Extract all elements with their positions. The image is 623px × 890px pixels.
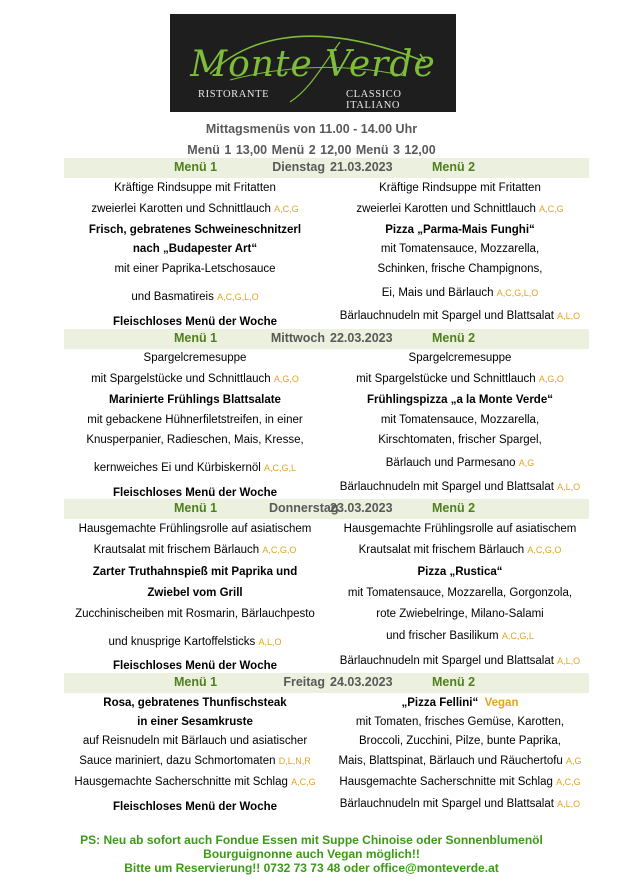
menu-line-text: Marinierte Frühlings Blattsalate xyxy=(109,394,281,406)
menu-line-text: in einer Sesamkruste xyxy=(137,716,253,728)
allergen-codes: A,L,O xyxy=(557,656,581,666)
menu-line xyxy=(329,310,591,322)
menu2-label: Menü 2 xyxy=(432,675,476,689)
day-date: 23.03.2023 xyxy=(330,501,393,515)
restaurant-logo xyxy=(170,14,456,112)
menu-line-text: mit gebackene Hühnerfiletstreifen, in einer xyxy=(87,414,303,426)
lunch-hours: Mittagsmenüs von 11.00 - 14.00 Uhr xyxy=(205,122,418,136)
menu-line xyxy=(64,544,326,556)
menu-line xyxy=(329,776,591,788)
menu-line-text: kernweiches Ei und Kürbiskernöl xyxy=(93,462,261,474)
menu-line xyxy=(329,587,591,599)
menu-line xyxy=(329,182,591,194)
menu-line-text: Kirschtomaten, frischer Spargel, xyxy=(378,434,542,446)
menu-line-text: Frühlingspizza „a la Monte Verde“ xyxy=(367,394,553,406)
day-header-bar xyxy=(64,329,589,349)
menu2-label: Menü 2 xyxy=(432,331,476,345)
menu-line-text: Bärlauchnudeln mit Spargel und Blattsalat xyxy=(339,798,554,810)
menu-line-text: Kräftige Rindsuppe mit Fritatten xyxy=(379,182,541,194)
menu2-label: Menü 2 xyxy=(432,160,476,174)
menu-line xyxy=(329,263,591,275)
allergen-codes: A,C,G,O xyxy=(262,545,297,555)
ps-line-1: PS: Neu ab sofort auch Fondue Essen mit Suppe Chinoise oder Sonnenblumenöl xyxy=(80,833,543,847)
menu-line-text: Rosa, gebratenes Thunfischsteak xyxy=(103,697,287,709)
menu-line-text: Knusperpanier, Radieschen, Mais, Kresse, xyxy=(86,434,304,446)
menu-line-text: nach „Budapester Art“ xyxy=(132,243,258,255)
menu-line-text: mit einer Paprika-Letschosauce xyxy=(114,263,276,275)
menu-line-text: „Pizza Fellini“ xyxy=(401,697,479,709)
menu-line xyxy=(329,394,591,406)
menu-line xyxy=(64,801,326,813)
menu-line xyxy=(64,776,326,788)
menu-line-text: Broccoli, Zucchini, Pilze, bunte Paprika, xyxy=(359,735,561,747)
menu-line-text: mit Spargelstücke und Schnittlauch xyxy=(91,373,271,385)
menu1-label: Menü 1 xyxy=(174,160,218,174)
menu-line xyxy=(64,394,326,406)
menu-line-text: mit Spargelstücke und Schnittlauch xyxy=(356,373,536,385)
allergen-codes: A,C,G xyxy=(539,204,564,214)
menu-line xyxy=(64,566,326,578)
menu-line-text: auf Reisnudeln mit Bärlauch und asiatischer xyxy=(82,735,308,747)
menu-line-text: zweierlei Karotten und Schnittlauch xyxy=(356,203,536,215)
day-name: Donnerstag xyxy=(269,501,339,515)
menu-line xyxy=(64,587,326,599)
menu-line xyxy=(329,566,591,578)
menu-line-text: Bärlauch und Parmesano xyxy=(385,457,516,469)
menu-line xyxy=(64,716,326,728)
menu-line-text: Pizza „Parma-Mais Funghi“ xyxy=(385,224,535,236)
allergen-codes: A,G,O xyxy=(273,374,299,384)
menu-line xyxy=(329,373,591,385)
menu-line xyxy=(329,434,591,446)
menu-line xyxy=(329,630,591,642)
menu-line xyxy=(329,203,591,215)
menu-line-text: zweierlei Karotten und Schnittlauch xyxy=(91,203,271,215)
menu-line xyxy=(329,716,591,728)
menu-line xyxy=(64,182,326,194)
menu-line xyxy=(64,263,326,275)
menu-line-text: Bärlauchnudeln mit Spargel und Blattsalat xyxy=(339,655,554,667)
menu-line xyxy=(329,608,591,620)
menu-line xyxy=(64,462,326,474)
menu-line xyxy=(329,755,591,767)
menu-line-text: Hausgemachte Sacherschnitte mit Schlag xyxy=(339,776,553,788)
menu-line-text: Bärlauchnudeln mit Spargel und Blattsalat xyxy=(339,481,554,493)
menu-line xyxy=(64,224,326,236)
day-header-bar xyxy=(64,673,589,693)
menu-line xyxy=(329,481,591,493)
menu-line-text: mit Tomatensauce, Mozzarella, xyxy=(380,414,540,426)
menu-line xyxy=(64,291,326,303)
menu-prices: Menü 1 13,00 Menü 2 12,00 Menü 3 12,00 xyxy=(187,143,436,157)
menu-line xyxy=(329,523,591,535)
menu-line-text: Fleischloses Menü der Woche xyxy=(112,660,278,672)
day-name: Dienstag xyxy=(272,160,325,174)
menu-line xyxy=(329,414,591,426)
menu-line-text: Zucchinischeiben mit Rosmarin, Bärlauchpesto xyxy=(75,608,315,620)
day-header-bar xyxy=(64,158,589,178)
allergen-codes: A,C,G,L xyxy=(264,463,297,473)
menu-line-text: Fleischloses Menü der Woche xyxy=(112,801,278,813)
menu-line xyxy=(329,243,591,255)
menu-line xyxy=(64,697,326,709)
allergen-codes: A,C,G xyxy=(556,777,581,787)
logo-brand: Monte Verde xyxy=(190,44,436,85)
menu-line xyxy=(64,203,326,215)
menu-line xyxy=(64,414,326,426)
menu-line-text: Sauce mariniert, dazu Schmortomaten xyxy=(79,755,276,767)
day-date: 24.03.2023 xyxy=(330,675,393,689)
menu-line-text: Hausgemachte Frühlingsrolle auf asiatischem xyxy=(343,523,577,535)
menu-line xyxy=(64,735,326,747)
allergen-codes: A,G xyxy=(566,756,582,766)
menu-line xyxy=(64,636,326,648)
menu-line-text: Zarter Truthahnspieß mit Paprika und xyxy=(92,566,298,578)
menu1-label: Menü 1 xyxy=(174,331,218,345)
menu1-label: Menü 1 xyxy=(174,675,218,689)
allergen-codes: A,L,O xyxy=(258,637,282,647)
menu-line xyxy=(64,243,326,255)
menu-line xyxy=(329,544,591,556)
vegan-tag: Vegan xyxy=(484,697,519,709)
menu-line-text: Schinken, frische Champignons, xyxy=(377,263,543,275)
day-date: 22.03.2023 xyxy=(330,331,393,345)
allergen-codes: A,C,G,L xyxy=(501,631,534,641)
allergen-codes: A,G xyxy=(518,458,535,468)
menu-line-text: Krautsalat mit frischem Bärlauch xyxy=(93,544,260,556)
menu-line-text: und knusprige Kartoffelsticks xyxy=(108,636,256,648)
menu2-label: Menü 2 xyxy=(432,501,476,515)
menu-line xyxy=(329,457,591,469)
menu-line xyxy=(64,755,326,767)
menu-line xyxy=(329,352,591,364)
menu-line xyxy=(64,316,326,328)
menu-line xyxy=(329,287,591,299)
day-name: Mittwoch xyxy=(270,331,325,345)
menu-line-text: Pizza „Rustica“ xyxy=(417,566,503,578)
allergen-codes: A,C,G,L,O xyxy=(217,292,259,302)
ps-line-2: Bourguignonne auch Vegan möglich!! xyxy=(203,847,420,861)
menu-line xyxy=(329,224,591,236)
menu-line xyxy=(329,798,591,810)
menu-line-text: Ei, Mais und Bärlauch xyxy=(381,287,494,299)
menu-line-text: Mais, Blattspinat, Bärlauch und Räuchertofu xyxy=(338,755,563,767)
menu-line-text: Spargelcremesuppe xyxy=(408,352,512,364)
menu-line-text: Fleischloses Menü der Woche xyxy=(112,487,278,499)
allergen-codes: D,L,N,R xyxy=(278,756,311,766)
allergen-codes: A,C,G,O xyxy=(527,545,562,555)
menu-line-text: und frischer Basilikum xyxy=(386,630,499,642)
logo-sub-left: RISTORANTE xyxy=(198,89,270,100)
day-name: Freitag xyxy=(283,675,325,689)
menu-line xyxy=(64,608,326,620)
menu-line xyxy=(64,434,326,446)
menu-line-text: mit Tomatensauce, Mozzarella, xyxy=(380,243,540,255)
menu-line-text: Fleischloses Menü der Woche xyxy=(112,316,278,328)
menu-line-text: rote Zwiebelringe, Milano-Salami xyxy=(376,608,544,620)
menu-line-text: und Basmatireis xyxy=(131,291,214,303)
menu-line-text: Hausgemachte Sacherschnitte mit Schlag xyxy=(74,776,288,788)
menu-line xyxy=(64,373,326,385)
menu-line xyxy=(64,352,326,364)
menu-line xyxy=(329,655,591,667)
allergen-codes: A,C,G xyxy=(274,204,299,214)
menu-line-text: Hausgemachte Frühlingsrolle auf asiatischem xyxy=(78,523,312,535)
logo-sub-right: CLASSICO ITALIANO xyxy=(346,89,402,111)
menu-line xyxy=(329,735,591,747)
allergen-codes: A,C,G xyxy=(291,777,316,787)
menu1-label: Menü 1 xyxy=(174,501,218,515)
day-date: 21.03.2023 xyxy=(330,160,393,174)
menu-line-text: mit Tomaten, frisches Gemüse, Karotten, xyxy=(355,716,565,728)
menu-line-text: mit Tomatensauce, Mozzarella, Gorgonzola, xyxy=(347,587,573,599)
menu-line-text: Bärlauchnudeln mit Spargel und Blattsalat xyxy=(339,310,554,322)
menu-line xyxy=(329,697,591,709)
menu-line xyxy=(64,523,326,535)
menu-line-text: Krautsalat mit frischem Bärlauch xyxy=(358,544,525,556)
allergen-codes: A,L,O xyxy=(557,482,581,492)
menu-line xyxy=(64,487,326,499)
menu-line xyxy=(64,660,326,672)
menu-line-text: Zwiebel vom Grill xyxy=(147,587,243,599)
ps-line-3: Bitte um Reservierung!! 0732 73 73 48 oder office@monteverde.at xyxy=(124,861,499,875)
allergen-codes: A,L,O xyxy=(557,799,581,809)
day-header-bar xyxy=(64,499,589,519)
allergen-codes: A,G,O xyxy=(538,374,564,384)
allergen-codes: A,C,G,L,O xyxy=(496,288,539,298)
allergen-codes: A,L,O xyxy=(557,311,581,321)
menu-line-text: Kräftige Rindsuppe mit Fritatten xyxy=(114,182,276,194)
menu-line-text: Frisch, gebratenes Schweineschnitzerl xyxy=(88,224,302,236)
menu-line-text: Spargelcremesuppe xyxy=(143,352,247,364)
